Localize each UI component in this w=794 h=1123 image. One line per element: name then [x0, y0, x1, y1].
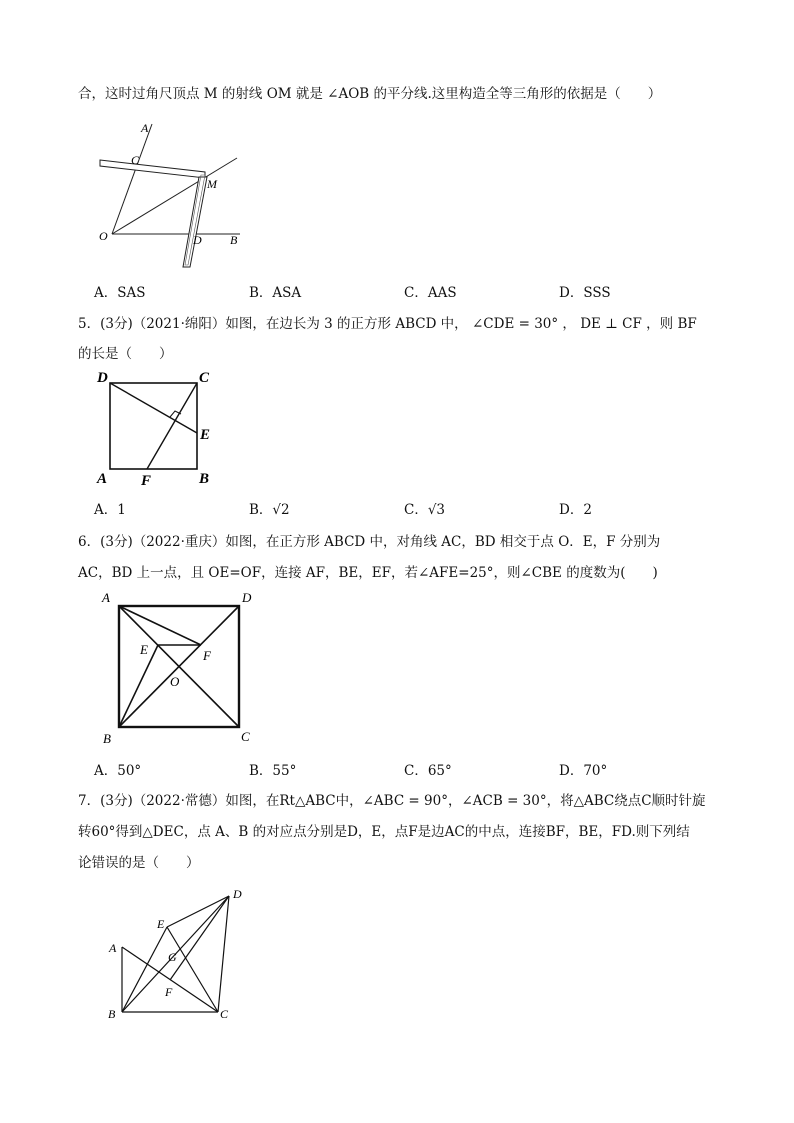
q6-text-line2: AC，BD 上一点，且 OE=OF，连接 AF，BE，EF，若∠AFE=25°，则∠CBE 的度数为( ) — [78, 565, 658, 581]
q6-label-A: A — [102, 590, 110, 605]
q6-label-B: B — [103, 731, 111, 746]
q5-option-c: C．√3 — [404, 502, 446, 518]
q4-label-D: D — [193, 233, 202, 247]
q4-label-O: O — [99, 229, 108, 243]
q6-label-F: F — [203, 648, 211, 663]
q4-option-d: D．SSS — [559, 285, 611, 301]
q4-figure — [95, 120, 265, 270]
q7-label-E: E — [157, 917, 165, 931]
q7-label-D: D — [233, 887, 242, 901]
q7-label-F: F — [165, 985, 173, 999]
q5-text-line2: 的长是（ ） — [78, 346, 173, 362]
q7-figure — [105, 884, 265, 1034]
q4-option-a: A．SAS — [94, 285, 146, 301]
q6-label-O: O — [170, 674, 180, 689]
q5-label-C: C — [199, 370, 210, 386]
q7-label-G: G — [168, 950, 177, 964]
q5-option-b: B．√2 — [249, 502, 290, 518]
q5-option-a: A．1 — [94, 502, 126, 518]
q5-label-F: F — [141, 473, 152, 489]
q4-option-c: C．AAS — [404, 285, 457, 301]
q6-option-b: B．55° — [249, 763, 297, 779]
q4-label-C: C — [131, 153, 140, 167]
q6-option-d: D．70° — [559, 763, 608, 779]
q4-option-b: B．ASA — [249, 285, 302, 301]
q6-label-D: D — [242, 590, 252, 605]
q5-label-D: D — [97, 370, 108, 386]
q6-figure — [100, 588, 270, 748]
q7-text-line3: 论错误的是（ ） — [78, 855, 200, 871]
q5-label-E: E — [200, 427, 211, 443]
q6-option-c: C．65° — [404, 763, 452, 779]
q7-text-line1: 7．(3分)（2022·常德）如图，在Rt△ABC中，∠ABC = 90°，∠ACB = 30°，将△ABC绕点C顺时针旋 — [78, 793, 706, 809]
q4-text: 合，这时过角尺顶点 M 的射线 OM 就是 ∠AOB 的平分线.这里构造全等三角形的依据是（ ） — [78, 86, 662, 102]
q7-label-A: A — [109, 941, 117, 955]
q5-label-B: B — [199, 471, 210, 487]
q6-label-E: E — [140, 642, 148, 657]
q6-label-C: C — [241, 729, 250, 744]
q7-text-line2: 转60°得到△DEC，点 A、B 的对应点分别是D，E，点F是边AC的中点，连接BF，BE，FD.则下列结 — [78, 824, 690, 840]
q4-label-A: A — [141, 121, 149, 135]
q7-label-B: B — [108, 1007, 116, 1021]
q5-text-line1: 5．(3分)（2021·绵阳）如图，在边长为 3 的正方形 ABCD 中， ∠CDE = 30° ， DE ⊥ CF ，则 BF — [78, 316, 697, 332]
q5-figure — [95, 367, 245, 487]
q6-option-a: A．50° — [94, 763, 142, 779]
q4-label-M: M — [207, 177, 217, 191]
q4-label-B: B — [230, 233, 238, 247]
q5-label-A: A — [97, 471, 108, 487]
q5-option-d: D．2 — [559, 502, 592, 518]
q6-text-line1: 6．(3分)（2022·重庆）如图，在正方形 ABCD 中，对角线 AC，BD 相交于点 O．E，F 分别为 — [78, 534, 661, 550]
q7-label-C: C — [220, 1007, 229, 1021]
